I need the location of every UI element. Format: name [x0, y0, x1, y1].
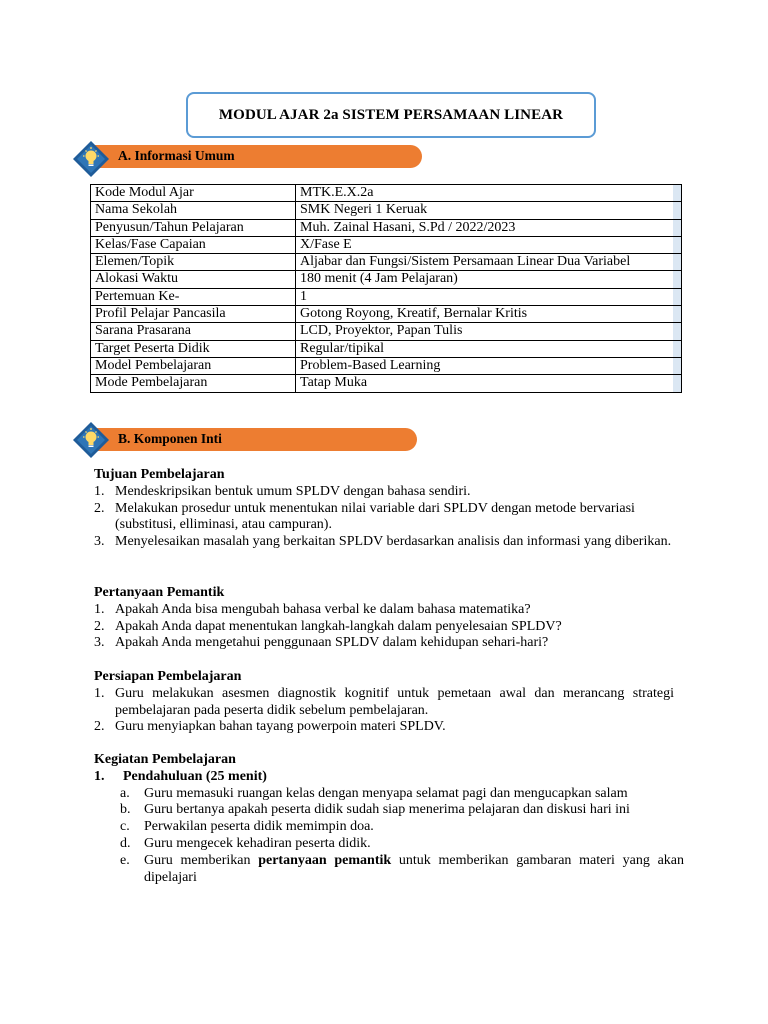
item-number: 3.: [94, 534, 105, 550]
table-cell-label: Elemen/Topik: [91, 254, 296, 271]
list-item: [94, 484, 674, 501]
table-cell-value-text: 180 menit (4 Jam Pelajaran): [300, 271, 458, 287]
table-cell-label: Mode Pembelajaran: [91, 375, 296, 392]
table-cell-value: [296, 219, 682, 236]
pemantik-list: [94, 602, 674, 652]
list-item: [94, 501, 674, 535]
table-cell-value: [296, 202, 682, 219]
item-letter: c.: [120, 819, 130, 835]
table-cell-shading: [673, 375, 681, 391]
item-number: 1.: [94, 601, 105, 617]
table-cell-value-text: 1: [300, 288, 307, 304]
list-item: [94, 853, 684, 887]
step-number: 1.: [94, 768, 105, 784]
item-text: Guru bertanya apakah peserta didik sudah siap menerima pelajaran dan diskusi hari ini: [144, 802, 630, 818]
table-cell-value: [296, 340, 682, 357]
table-cell-shading: [673, 323, 681, 339]
item-text: Guru mengecek kehadiran peserta didik.: [144, 835, 371, 851]
item-text-bold: pertanyaan pemantik: [258, 852, 392, 868]
persiapan-list: [94, 686, 674, 736]
list-item: [94, 819, 684, 836]
table-cell-shading: [673, 289, 681, 305]
table-row: [91, 323, 682, 340]
table-cell-value: [296, 357, 682, 374]
kegiatan-section: [94, 752, 684, 886]
item-text: Mendeskripsikan bentuk umum SPLDV dengan bahasa sendiri.: [115, 483, 471, 499]
item-text: Apakah Anda mengetahui penggunaan SPLDV dalam kehidupan sehari-hari?: [115, 635, 549, 651]
tujuan-heading: Tujuan Pembelajaran: [94, 467, 225, 482]
kegiatan-list: [94, 786, 684, 853]
item-text: Guru menyiapkan bahan tayang powerpoin materi SPLDV.: [115, 719, 446, 735]
item-letter: e.: [120, 852, 130, 868]
item-text: [144, 853, 684, 887]
item-text: Apakah Anda dapat menentukan langkah-langkah dalam penyelesaian SPLDV?: [115, 618, 562, 634]
table-cell-value-text: X/Fase E: [300, 236, 352, 252]
item-text: Melakukan prosedur untuk menentukan nilai variable dari SPLDV dengan metode bervariasi (substitusi, elliminasi, atau campuran).: [115, 500, 635, 533]
table-row: [91, 202, 682, 219]
table-cell-label: Target Peserta Didik: [91, 340, 296, 357]
list-item: [94, 786, 684, 803]
table-cell-value-text: Tatap Muka: [300, 375, 368, 391]
table-row: [91, 340, 682, 357]
item-text: Guru melakukan asesmen diagnostik kognitif untuk pemetaan awal dan merancang strategi pembelajaran pada peserta didik sebelum pembelajaran.: [115, 685, 674, 718]
table-cell-value-text: MTK.E.X.2a: [300, 185, 374, 200]
table-cell-label: Sarana Prasarana: [91, 323, 296, 340]
item-text: Apakah Anda bisa mengubah bahasa verbal ke dalam bahasa matematika?: [115, 601, 531, 617]
list-item: [94, 602, 674, 619]
document-title: MODUL AJAR 2a SISTEM PERSAMAAN LINEAR: [218, 106, 564, 123]
pemantik-heading: Pertanyaan Pemantik: [94, 585, 225, 600]
item-number: 2.: [94, 618, 105, 634]
table-cell-label: Pertemuan Ke-: [91, 288, 296, 305]
list-item: [94, 836, 684, 853]
item-number: 1.: [94, 483, 105, 499]
table-cell-value: [296, 185, 682, 202]
table-row: [91, 357, 682, 374]
table-cell-label: Profil Pelajar Pancasila: [91, 306, 296, 323]
table-cell-value-text: Muh. Zainal Hasani, S.Pd / 2022/2023: [300, 219, 516, 235]
table-cell-label: Penyusun/Tahun Pelajaran: [91, 219, 296, 236]
item-number: 2.: [94, 719, 105, 735]
table-cell-shading: [673, 220, 681, 236]
table-cell-label: Alokasi Waktu: [91, 271, 296, 288]
table-cell-value-text: Regular/tipikal: [300, 340, 384, 356]
item-number: 2.: [94, 500, 105, 516]
lightbulb-diamond-icon: [72, 140, 110, 178]
item-text: Guru memasuki ruangan kelas dengan menyapa selamat pagi dan mengucapkan salam: [144, 785, 628, 801]
table-cell-label: Nama Sekolah: [91, 202, 296, 219]
table-cell-value: [296, 323, 682, 340]
table-cell-shading: [673, 358, 681, 374]
table-cell-label: Kelas/Fase Capaian: [91, 236, 296, 253]
table-row: [91, 306, 682, 323]
item-text-post: untuk memberikan gambaran materi yang akan dipelajari: [144, 852, 684, 885]
section-a-icon: [72, 140, 110, 178]
table-cell-value: [296, 306, 682, 323]
persiapan-section: [94, 669, 674, 736]
list-item: [94, 719, 674, 736]
table-cell-value-text: Gotong Royong, Kreatif, Bernalar Kritis: [300, 306, 528, 322]
list-item: [94, 686, 674, 720]
table-cell-shading: [673, 185, 681, 201]
table-cell-value-text: Problem-Based Learning: [300, 357, 441, 373]
step-title: Pendahuluan (25 menit): [123, 768, 267, 784]
table-cell-shading: [673, 306, 681, 322]
section-a-title: A. Informasi Umum: [118, 148, 235, 163]
pemantik-section: [94, 585, 674, 652]
tujuan-section: [94, 467, 674, 551]
kegiatan-heading: Kegiatan Pembelajaran: [94, 752, 236, 767]
item-letter: a.: [120, 785, 130, 801]
list-item: [94, 534, 674, 551]
table-cell-value: [296, 254, 682, 271]
table-row: [91, 288, 682, 305]
table-row: [91, 375, 682, 392]
table-cell-shading: [673, 254, 681, 270]
item-letter: d.: [120, 835, 131, 851]
lightbulb-diamond-icon: [72, 421, 110, 459]
section-b-icon: [72, 421, 110, 459]
item-number: 3.: [94, 635, 105, 651]
table-row: [91, 271, 682, 288]
table-row: [91, 236, 682, 253]
table-row: [91, 185, 682, 202]
item-text: Perwakilan peserta didik memimpin doa.: [144, 819, 374, 835]
document-title-box: [186, 92, 596, 138]
item-text: Menyelesaikan masalah yang berkaitan SPLDV berdasarkan analisis dan informasi yang diberikan.: [115, 534, 672, 550]
table-cell-shading: [673, 341, 681, 357]
tujuan-list: [94, 484, 674, 551]
table-cell-label: Kode Modul Ajar: [91, 185, 296, 202]
table-cell-label: Model Pembelajaran: [91, 357, 296, 374]
table-cell-shading: [673, 202, 681, 218]
table-row: [91, 219, 682, 236]
list-item: [94, 802, 684, 819]
item-letter: b.: [120, 802, 131, 818]
table-cell-value-text: SMK Negeri 1 Keruak: [300, 202, 428, 218]
item-text-pre: Guru memberikan: [144, 852, 259, 868]
item-number: 1.: [94, 685, 105, 701]
table-cell-value-text: Aljabar dan Fungsi/Sistem Persamaan Linear Dua Variabel: [300, 254, 631, 270]
info-table: [90, 184, 682, 393]
table-cell-value-text: LCD, Proyektor, Papan Tulis: [300, 323, 463, 339]
table-cell-value: [296, 236, 682, 253]
section-b-title: B. Komponen Inti: [118, 431, 222, 446]
persiapan-heading: Persiapan Pembelajaran: [94, 669, 242, 684]
table-cell-value: [296, 271, 682, 288]
table-cell-shading: [673, 237, 681, 253]
list-item: [94, 635, 674, 652]
table-cell-value: [296, 375, 682, 392]
kegiatan-step: [94, 769, 684, 786]
table-row: [91, 254, 682, 271]
table-cell-value: [296, 288, 682, 305]
list-item: [94, 619, 674, 636]
table-cell-shading: [673, 271, 681, 287]
